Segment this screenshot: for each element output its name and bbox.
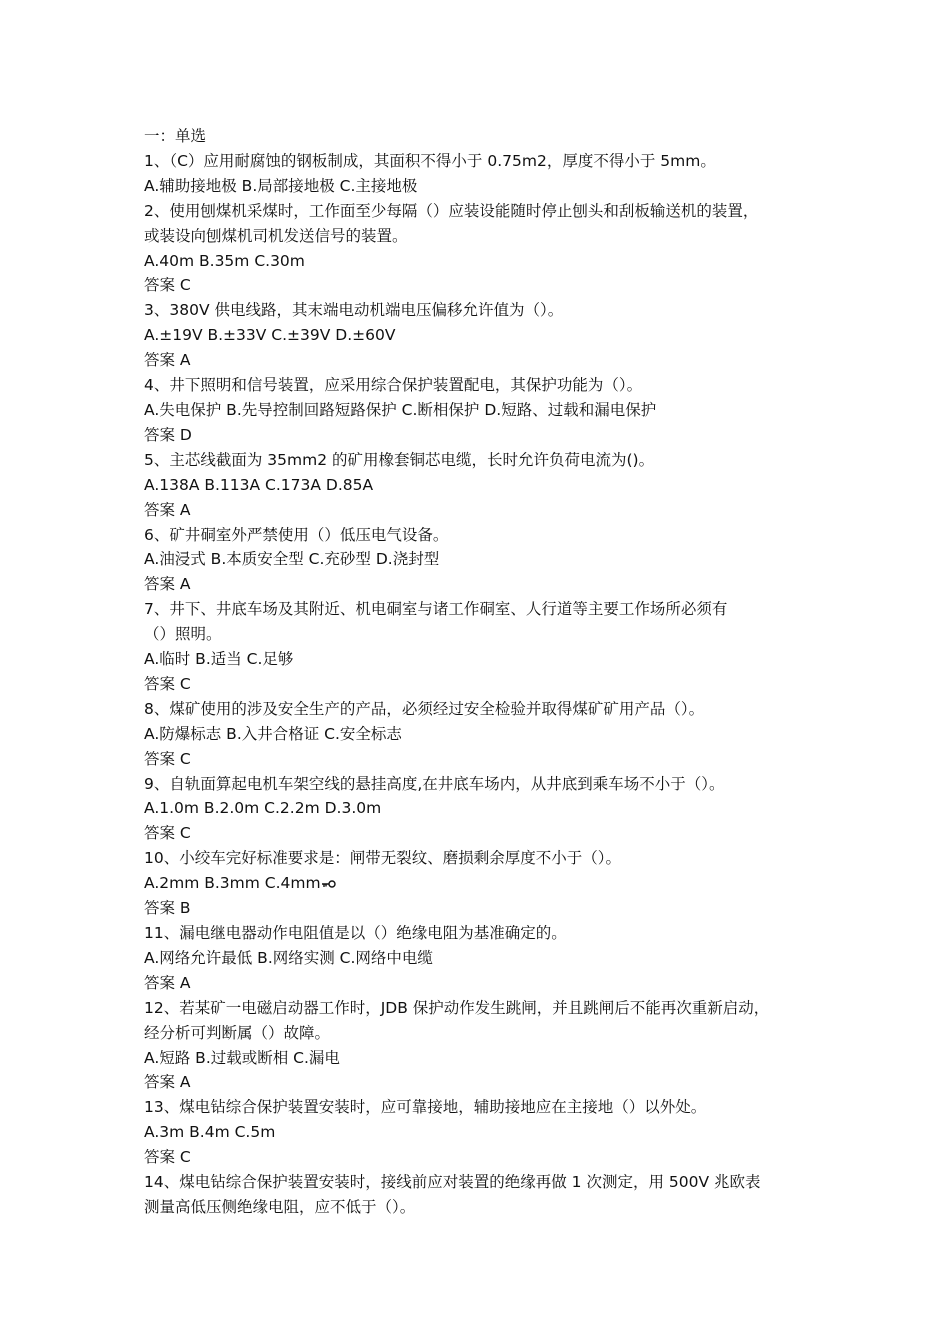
question-12-line-1: 12、若某矿一电磁启动器工作时，JDB 保护动作发生跳闸，并且跳闸后不能再次重新启动， [144, 998, 770, 1017]
options-1: A.辅助接地极 B.局部接地极 C.主接地极 [144, 176, 418, 195]
options-4: A.失电保护 B.先导控制回路短路保护 C.断相保护 D.短路、过载和漏电保护 [144, 400, 657, 419]
question-14-line-1: 14、煤电钻综合保护装置安装时，接线前应对装置的绝缘再做 1 次测定，用 500V 兆欧表 [144, 1173, 761, 1192]
section-heading: 一：单选 [144, 127, 207, 145]
options-9: A.1.0m B.2.0m C.2.2m D.3.0m [144, 799, 382, 818]
answer-2: 答案 C [144, 276, 191, 295]
question-2-line-2: 或装设向刨煤机司机发送信号的装置。 [144, 226, 408, 245]
question-10: 10、小绞车完好标准要求是：闸带无裂纹、磨损剩余厚度不小于（）。 [144, 849, 621, 868]
answer-3: 答案 A [144, 351, 191, 370]
question-7-line-2: （）照明。 [144, 625, 222, 644]
options-12: A.短路 B.过载或断相 C.漏电 [144, 1048, 340, 1067]
question-11: 11、漏电继电器动作电阻值是以（）绝缘电阻为基准确定的。 [144, 924, 567, 942]
answer-8: 答案 C [144, 749, 191, 768]
question-1: 1、（C）应用耐腐蚀的钢板制成，其面积不得小于 0.75m2，厚度不得小于 5mm。 [144, 151, 716, 170]
options-6: A.油浸式 B.本质安全型 C.充砂型 D.浇封型 [144, 550, 440, 569]
options-13: A.3m B.4m C.5m [144, 1123, 276, 1142]
answer-4: 答案 D [144, 425, 192, 444]
answer-10: 答案 B [144, 899, 191, 918]
question-7-line-1: 7、井下、井底车场及其附近、机电硐室与诸工作硐室、人行道等主要工作场所必须有 [144, 600, 728, 619]
answer-6: 答案 A [144, 575, 191, 594]
question-9: 9、自轨面算起电机车架空线的悬挂高度,在井底车场内，从井底到乘车场不小于（）。 [144, 774, 725, 793]
options-5: A.138A B.113A C.173A D.85A [144, 475, 374, 494]
options-3: A.±19V B.±33V C.±39V D.±60V [144, 326, 396, 345]
answer-12: 答案 A [144, 1073, 191, 1092]
options-10: A.2mm B.3mm C.4mm [144, 874, 321, 893]
question-14-line-2: 测量高低压侧绝缘电阻，应不低于（）。 [144, 1197, 416, 1216]
answer-13: 答案 C [144, 1148, 191, 1167]
question-4: 4、井下照明和信号装置，应采用综合保护装置配电，其保护功能为（）。 [144, 376, 643, 395]
answer-11: 答案 A [144, 973, 191, 992]
options-8: A.防爆标志 B.入井合格证 C.安全标志 [144, 724, 402, 743]
question-13: 13、煤电钻综合保护装置安装时，应可靠接地，辅助接地应在主接地（）以外处。 [144, 1098, 707, 1117]
question-3: 3、380V 供电线路，其末端电动机端电压偏移允许值为（）。 [144, 301, 564, 320]
question-6: 6、矿井硐室外严禁使用（）低压电气设备。 [144, 525, 449, 544]
question-2-line-1: 2、使用刨煤机采煤时，工作面至少每隔（）应装设能随时停止刨头和刮板输送机的装置， [144, 201, 759, 220]
options-11: A.网络允许最低 B.网络实测 C.网络中电缆 [144, 948, 433, 967]
answer-9: 答案 C [144, 824, 191, 843]
question-5: 5、主芯线截面为 35mm2 的矿用橡套铜芯电缆，长时允许负荷电流为()。 [144, 450, 655, 469]
question-8: 8、煤矿使用的涉及安全生产的产品，必须经过安全检验并取得煤矿矿用产品（）。 [144, 699, 705, 718]
question-12-line-2: 经分析可判断属（）故障。 [144, 1023, 331, 1042]
answer-7: 答案 C [144, 674, 191, 693]
key-icon [321, 877, 337, 889]
options-2: A.40m B.35m C.30m [144, 251, 305, 270]
options-10-line [144, 871, 834, 896]
options-7: A.临时 B.适当 C.足够 [144, 650, 294, 669]
answer-5: 答案 A [144, 500, 191, 519]
document-body [144, 124, 834, 1220]
